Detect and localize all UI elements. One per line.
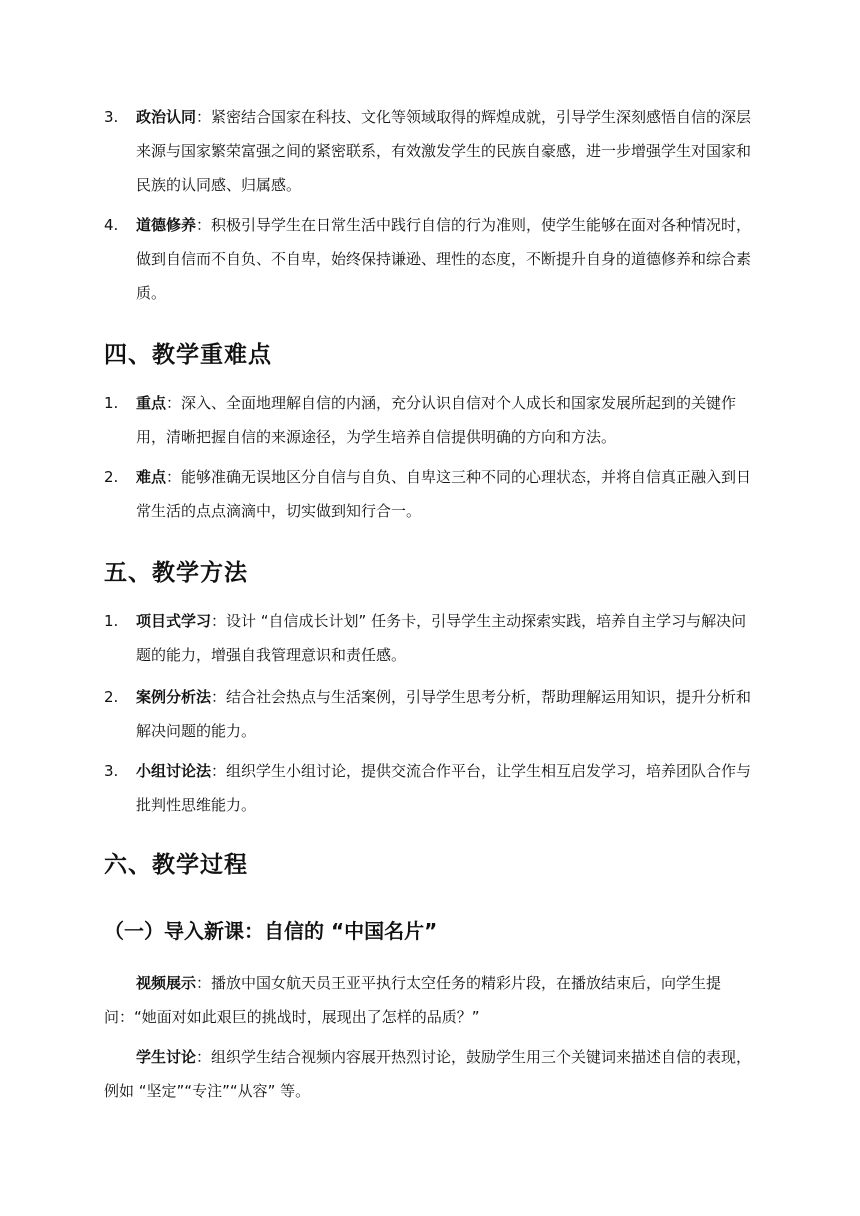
list-item (104, 460, 756, 528)
list-term: 道德修养 (136, 216, 197, 234)
list-number: 1. (104, 612, 119, 630)
list-number: 3. (104, 108, 119, 126)
list-text: ：紧密结合国家在科技、文化等领域取得的辉煌成就，引导学生深刻感悟自信的深层来源与国家繁荣富强之间的紧密联系，有效激发学生的民族自豪感，进一步增强学生对国家和民族的认同感、归属感。 (136, 108, 752, 194)
list-item (104, 386, 756, 454)
list-term: 重点 (136, 394, 167, 412)
list-item (104, 100, 756, 202)
list-term: 政治认同 (136, 108, 197, 126)
paragraph-term: 视频展示 (136, 974, 197, 992)
list-text: ：能够准确无误地区分自信与自负、自卑这三种不同的心理状态，并将自信真正融入到日常生活的点点滴滴中，切实做到知行合一。 (136, 468, 752, 520)
list-text: ：深入、全面地理解自信的内涵，充分认识自信对个人成长和国家发展所起到的关键作用，清晰把握自信的来源途径，为学生培养自信提供明确的方向和方法。 (136, 394, 737, 446)
list-item (104, 208, 756, 310)
section-heading: 四、教学重难点 (104, 342, 272, 368)
list-number: 1. (104, 394, 119, 412)
paragraph-text: ：组织学生结合视频内容展开热烈讨论，鼓励学生用三个关键词来描述自信的表现，例如 “坚定”“专注”“从容” 等。 (104, 1048, 752, 1100)
subsection-heading: （一）导入新课：自信的 “中国名片” (104, 919, 438, 943)
section-heading: 六、教学过程 (104, 852, 248, 878)
section-heading: 五、教学方法 (104, 560, 248, 586)
list-item (104, 754, 756, 822)
list-text: ：组织学生小组讨论，提供交流合作平台，让学生相互启发学习，培养团队合作与批判性思维能力。 (136, 762, 752, 814)
list-term: 小组讨论法 (136, 762, 212, 780)
list-term: 项目式学习 (136, 612, 212, 630)
list-text: ：设计 “自信成长计划” 任务卡，引导学生主动探索实践，培养自主学习与解决问题的能力，增强自我管理意识和责任感。 (136, 612, 747, 664)
list-number: 2. (104, 688, 119, 706)
paragraph (104, 1040, 756, 1108)
list-item (104, 680, 756, 748)
list-number: 4. (104, 216, 119, 234)
list-term: 难点 (136, 468, 167, 486)
paragraph-term: 学生讨论 (136, 1048, 197, 1066)
list-term: 案例分析法 (136, 688, 212, 706)
paragraph (104, 966, 756, 1034)
list-text: ：结合社会热点与生活案例，引导学生思考分析，帮助理解运用知识，提升分析和解决问题的能力。 (136, 688, 752, 740)
list-number: 2. (104, 468, 119, 486)
list-item (104, 604, 756, 672)
list-text: ：积极引导学生在日常生活中践行自信的行为准则，使学生能够在面对各种情况时，做到自信而不自负、不自卑，始终保持谦逊、理性的态度，不断提升自身的道德修养和综合素质。 (136, 216, 752, 302)
paragraph-text: ：播放中国女航天员王亚平执行太空任务的精彩片段，在播放结束后，向学生提问：“她面对如此艰巨的挑战时，展现出了怎样的品质？” (104, 974, 722, 1026)
list-number: 3. (104, 762, 119, 780)
